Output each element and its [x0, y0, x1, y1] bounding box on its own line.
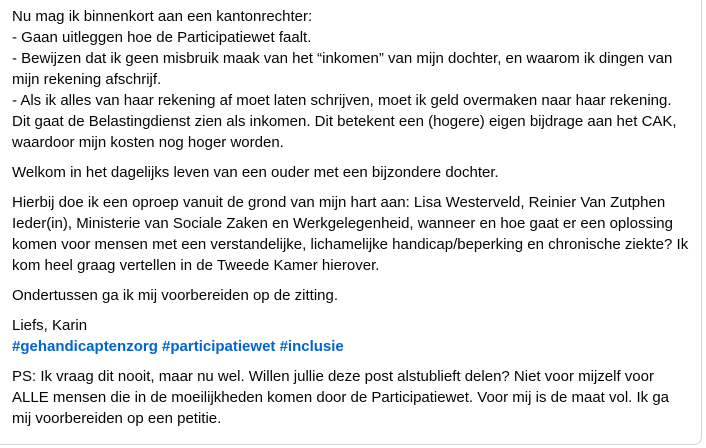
- hashtag-list: [12, 336, 692, 357]
- hashtag-participatiewet[interactable]: #participatiewet: [162, 338, 276, 355]
- signoff-text: Liefs, Karin: [12, 317, 88, 334]
- paragraph-ps: PS: Ik vraag dit nooit, maar nu wel. Willen jullie deze post alstublieft delen? Niet voor mijzelf voor ALLE mensen die in de moeilijkheden komen door de Participatiewet. Voor mij is de maat vol. Ik ga mij voorbereiden op een petitie.: [12, 368, 670, 427]
- paragraph-appeal: Hierbij doe ik een oproep vanuit de grond van mijn hart aan: Lisa Westerveld, Reinier Van Zutphen Ieder(in), Ministerie van Sociale Zaken en Werkgelegenheid, wanneer en hoe gaat er een oplossing komen voor mensen met een verstandelijke, lichamelijke handicap/beperking en chronische ziekte? Ik kom heel graag vertellen in de Tweede Kamer hierover.: [12, 194, 689, 274]
- hashtag-gehandicaptenzorg[interactable]: #gehandicaptenzorg: [12, 338, 158, 355]
- post-line: - Als ik alles van haar rekening af moet laten schrijven, moet ik geld overmaken naar haar rekening. Dit gaat de Belastingdienst zien als inkomen. Dit betekent een (hogere) eigen bijdrage aan het CAK, waardoor mijn kosten nog hoger worden.: [12, 92, 677, 151]
- post-line: Nu mag ik binnenkort aan een kantonrechter:: [12, 8, 313, 25]
- hashtag-inclusie[interactable]: #inclusie: [279, 338, 344, 355]
- paragraph-preparation: Ondertussen ga ik mij voorbereiden op de zitting.: [12, 287, 339, 304]
- post-line: - Gaan uitleggen hoe de Participatiewet faalt.: [12, 29, 312, 46]
- paragraph-signoff: [12, 315, 692, 357]
- paragraph-court: [12, 6, 692, 153]
- post-line: - Bewijzen dat ik geen misbruik maak van het “inkomen” van mijn dochter, en waarom ik dingen van mijn rekening afschrijf.: [12, 50, 673, 88]
- paragraph-welcome: Welkom in het dagelijks leven van een ouder met een bijzondere dochter.: [12, 164, 499, 181]
- post-text: [12, 6, 692, 438]
